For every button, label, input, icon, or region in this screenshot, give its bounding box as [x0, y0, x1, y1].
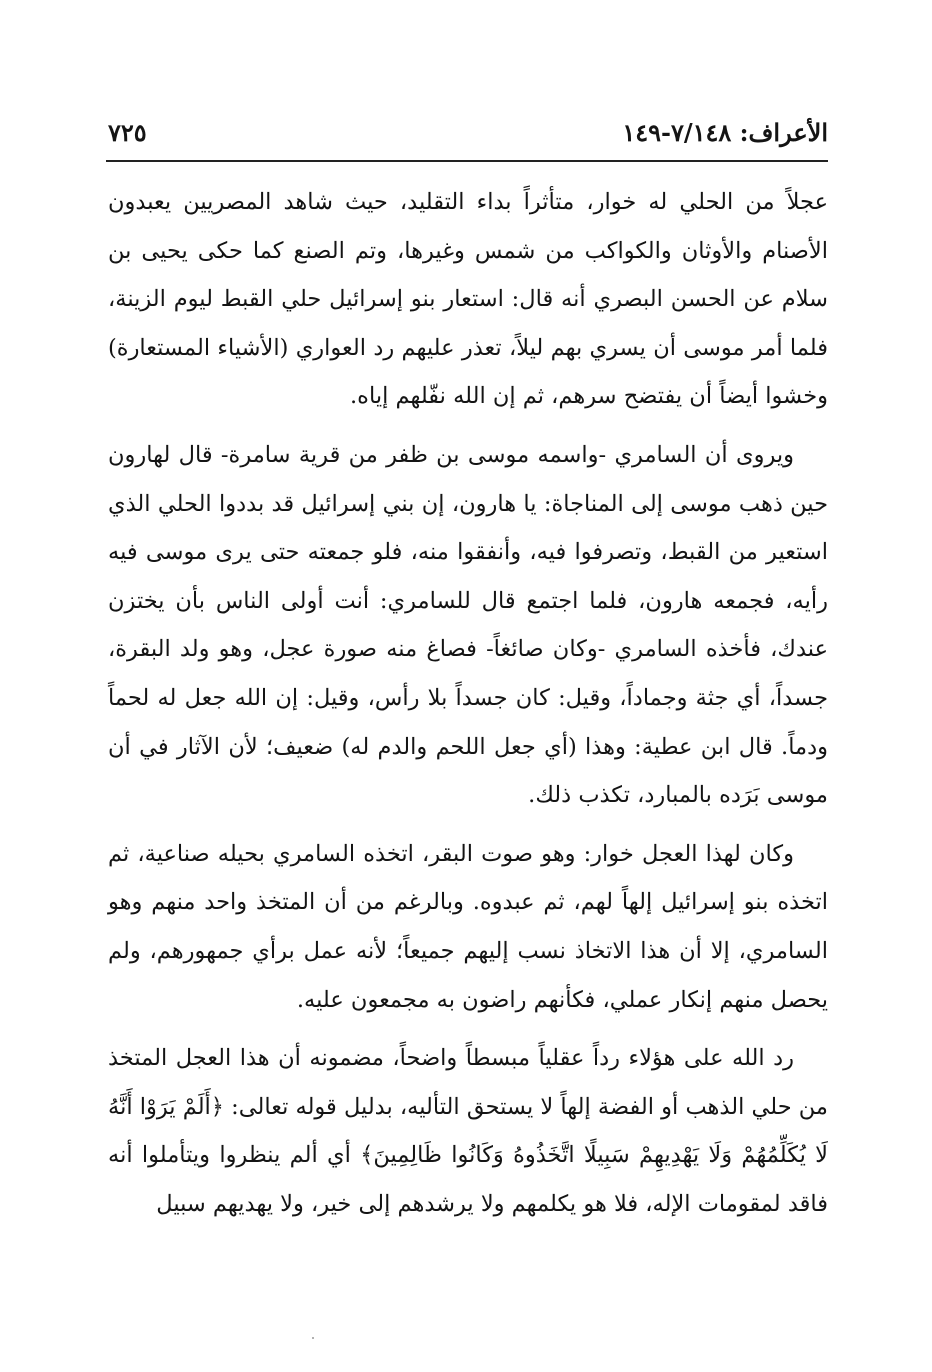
paragraph-2: ويروى أن السامري -واسمه موسى بن ظفر من قرية سامرة- قال لهارون حين ذهب موسى إلى المناجاة: يا هارون، إن بني إسرائيل قد بددوا الحلي الذي استعير من القبط، وتصرفوا فيه، وأنفقوا منه، فلو جمعته حتى يرى موسى فيه رأيه، فجمعه هارون، فلما اجتمع قال للسامري: أنت أولى الناس بأن يختزن عندك، فأخذه السامري -وكان صائغاً- فصاغ منه صورة عجل، وهو ولد البقرة، جسداً، أي جثة وجماداً، وقيل: كان جسداً بلا رأس، وقيل: إن الله جعل له لحماً ودماً. قال ابن عطية: وهذا (أي جعل اللحم والدم له) ضعيف؛ لأن الآثار في أن موسى بَرَده بالمبارد، تكذب ذلك. — [108, 441, 828, 809]
footer-dot — [312, 1337, 314, 1339]
paragraph-4-text-before: رد الله على هؤلاء رداً عقلياً مبسطاً واضحاً، مضمونه أن هذا العجل المتخذ من حلي الذهب أو الفضة إلهاً لا يستحق التأليه، بدليل قوله تعالى: — [108, 1045, 828, 1120]
header-rule — [106, 160, 828, 162]
paragraph-3: وكان لهذا العجل خوار: وهو صوت البقر، اتخذه السامري بحيله صناعية، ثم اتخذه بنو إسرائيل إلهاً لهم، ثم عبدوه. وبالرغم من أن المتخذ واحد منهم وهو السامري، إلا أن هذا الاتخاذ نسب إليهم جميعاً؛ لأنه عمل برأي جمهورهم، ولم يحصل منهم إنكار عملي، فكأنهم راضون به مجمعون عليه. — [108, 840, 828, 1013]
running-title: الأعراف: ٧/١٤٨-١٤٩ — [622, 118, 828, 147]
page-header — [108, 114, 828, 154]
paragraph-4-text-after: أي ألم ينظروا ويتأملوا أنه فاقد لمقومات الإله، فلا هو يكلمهم ولا يرشدهم إلى خير، ولا يهديهم سبيل — [108, 1142, 828, 1217]
page-number: ٧٢٥ — [108, 118, 147, 147]
paragraph-1: عجلاً من الحلي له خوار، متأثراً بداء التقليد، حيث شاهد المصريين يعبدون الأصنام والأوثان والكواكب من شمس وغيرها، وتم الصنع كما حكى يحيى بن سلام عن الحسن البصري أنه قال: استعار بنو إسرائيل حلي القبط ليوم الزينة، فلما أمر موسى أن يسري بهم ليلاً، تعذر عليهم رد العواري (الأشياء المستعارة) وخشوا أيضاً أن يفتضح سرهم، ثم إن الله نفّلهم إياه. — [108, 189, 828, 410]
body-text — [108, 178, 828, 1238]
quran-verse: ﴿أَلَمْ يَرَوْا أَنَّهُ لَا يُكَلِّمُهُمْ وَلَا يَهْدِيهِمْ سَبِيلًا اتَّخَذُوهُ وَكَانُوا ظَالِمِينَ﴾ — [108, 1093, 829, 1169]
paragraph-4 — [108, 1034, 828, 1228]
